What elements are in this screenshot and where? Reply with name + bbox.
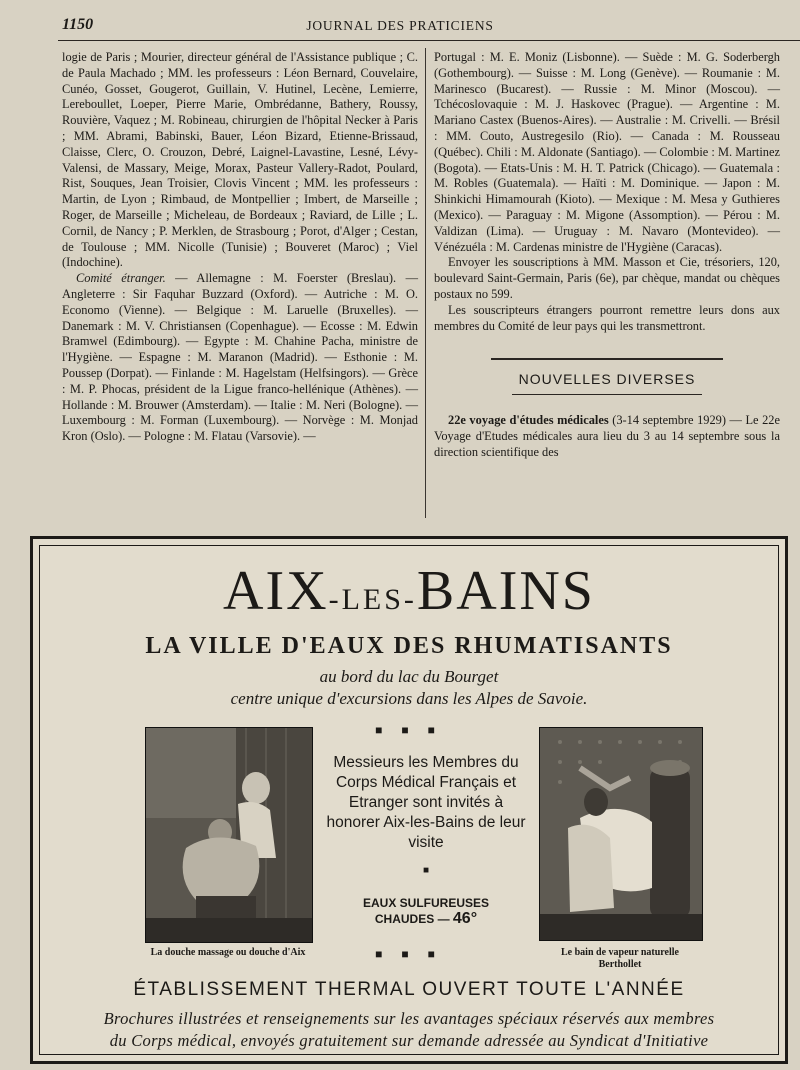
water-temperature: 46° [452, 910, 478, 927]
aix-les-bains-advertisement [30, 536, 788, 1064]
voyage-text: (3-14 septembre 1929) — Le 22e Voyage d'Etudes médicales aura lieu du 3 au 14 septembre sous la direction scientifique des [434, 413, 780, 459]
ad-title-les: -LES- [328, 583, 417, 616]
foreign-committee-continued: Portugal : M. E. Moniz (Lisbonne). — Suède : M. G. Soderbergh (Gothembourg). — Suisse : M. Long (Genève). — Roumanie : M. Marinesco (Bucarest). — Russie : M. Minor (Moscou). — Tchécoslovaquie : M. J. Haskovec (Prague). — Argentine : M. Mariano Castex (Buenos-Aires). — Australie : M. Crivelli. — Brésil : MM. Couto, Austregesilo (Rio). — Canada : M. Rousseau (Québec). Chili : M. Aldonate (Santiago). — Colombie : M. Martinez (Bogota). — Etats-Unis : M. H. T. Patrick (Chicago). — Guatemala : M. Robles (Guatemala). — Haïti : M. Dominique. — Japon : M. Shinkichi Himamourah (Kioto). — Mexique : M. Mesa y Guthieres (Mexico). — Paraguay : M. Migone (Assomption). — Pérou : M. Valdizan (Lima). — Uruguay : M. Navaro (Montevideo). — Vénézuéla : M. Cardenas ministre de l'Hygiène (Caracas). [434, 50, 780, 254]
invitation-text: Messieurs les Membres du Corps Médical Français et Etranger sont invités à honorer Aix-les-Bains de leur visite [326, 754, 526, 851]
ad-subtitle: LA VILLE D'EAUX DES RHUMATISANTS [145, 633, 673, 659]
ad-tagline-lake: au bord du lac du Bourget [319, 667, 499, 686]
ad-title-bains: BAINS [416, 560, 595, 622]
eaux-line1: EAUX SULFUREUSES [362, 896, 490, 910]
caption-douche-massage: La douche massage ou douche d'Aix [150, 947, 306, 958]
ornament-squares-top: ■ ■ ■ [375, 723, 443, 737]
journal-title: JOURNAL DES PRATICIENS [306, 18, 494, 33]
ad-title [33, 561, 785, 630]
page-number: 1150 [62, 16, 94, 33]
foreign-committee-text: — Allemagne : M. Foerster (Breslau). — Angleterre : Sir Faquhar Buzzard (Oxford). — Autriche : M. O. Economo (Vienne). — Belgique : M. Laruelle (Bruxelles). — Danemark : M. V. Christiansen (Copenhague). — Ecosse : M. Edwin Bramwel (Edimbourg). — Egypte : M. Chahine Pacha, ministre de l'Hygiène. — Espagne : M. Maranon (Madrid). — Esthonie : M. Poussep (Dorpat). — Finlande : M. Hagelstam (Helfsingors). — Grèce : M. P. Phocas, président de la Ligue franco-hellénique (Athènes). — Hollande : M. Brouwer (Amsterdam). — Italie : M. Neri (Bologne). — Luxembourg : M. Forman (Luxembourg). — Norvège : M. Monjad Kron (Oslo). — Pologne : M. Flatau (Varsovie). — [62, 271, 418, 444]
photo-bain-vapeur [539, 727, 703, 941]
eaux-chaudes: CHAUDES — [374, 912, 450, 926]
ad-tagline-excursions: centre unique d'excursions dans les Alpes de Savoie. [230, 689, 588, 708]
column-divider [425, 48, 426, 518]
section-title: NOUVELLES DIVERSES [518, 371, 696, 388]
photo-douche-massage [145, 727, 313, 943]
ornament-square-middle: ■ [422, 865, 430, 876]
left-column [62, 50, 418, 445]
caption-bain-vapeur: Le bain de vapeur naturelle Berthollet [561, 947, 679, 970]
eaux-line2 [323, 911, 529, 927]
brochure-line2: du Corps médical, envoyés gratuitement sur demande adressée au Syndicat d'Initiative [109, 1031, 709, 1050]
foreign-subscribers-paragraph: Les souscripteurs étrangers pourront remettre leurs dons aux membres du Comité de leur pays qui les transmettront. [434, 302, 780, 333]
header-rule [58, 40, 800, 41]
ad-title-aix: AIX [223, 560, 329, 622]
subscription-paragraph: Envoyer les souscriptions à MM. Masson et Cie, trésoriers, 120, boulevard Saint-Germain, Paris (6e), par chèque, mandat ou chèques postaux no 599. [434, 255, 780, 301]
foreign-committee-paragraph [62, 271, 418, 445]
sulphur-waters-label [323, 895, 529, 927]
ornament-squares-bottom: ■ ■ ■ [375, 947, 443, 961]
foreign-committee-label: Comité étranger. [76, 271, 166, 286]
establishment-notice: ÉTABLISSEMENT THERMAL OUVERT TOUTE L'ANNÉE [133, 979, 685, 1000]
section-title-rule [512, 394, 702, 395]
voyage-paragraph [434, 413, 780, 460]
committee-list-paragraph: logie de Paris ; Mourier, directeur général de l'Assistance publique ; C. de Paula Machado ; MM. les professeurs : Léon Bernard, Couvelaire, Cunéo, Gosset, Gougerot, Guillain, V. Hutinel, Lecène, Lemierre, Lereboullet, Loeper, Pierre Marie, Ombrédanne, Bathery, Roussy, Rouvière, Vaquez ; M. Robineau, chirurgien de l'hôpital Necker à Paris ; MM. Abrami, Babinski, Bauer, Léon Bizard, Etienne-Brissaud, Claisse, Clerc, O. Crouzon, Debré, Laignel-Lavastine, Lesné, Lévy-Valensi, de Massary, Meige, Morax, Pasteur Vallery-Radot, Poulard, Rist, Souques, Jean Troisier, Clovis Vincent ; MM. les professeurs : Martin, de Lyon ; Rimbaud, de Montpellier ; Imbert, de Marseille ; Roger, de Marseille ; Micheleau, de Bordeaux ; Raviard, de Lille ; L. Cornil, de Nancy ; P. Merklen, de Strasbourg ; Porot, d'Alger ; Cestan, de Toulouse ; MM. Nicolle (Tunisie) ; Bouveret (Maroc) ; Viel (Indochine). [62, 50, 418, 270]
voyage-title: 22e voyage d'études médicales [448, 413, 609, 428]
section-rule [491, 358, 723, 360]
right-column [434, 50, 780, 461]
page-header [0, 14, 800, 38]
brochure-line1: Brochures illustrées et renseignements sur les avantages spéciaux réservés aux membres [103, 1009, 715, 1028]
